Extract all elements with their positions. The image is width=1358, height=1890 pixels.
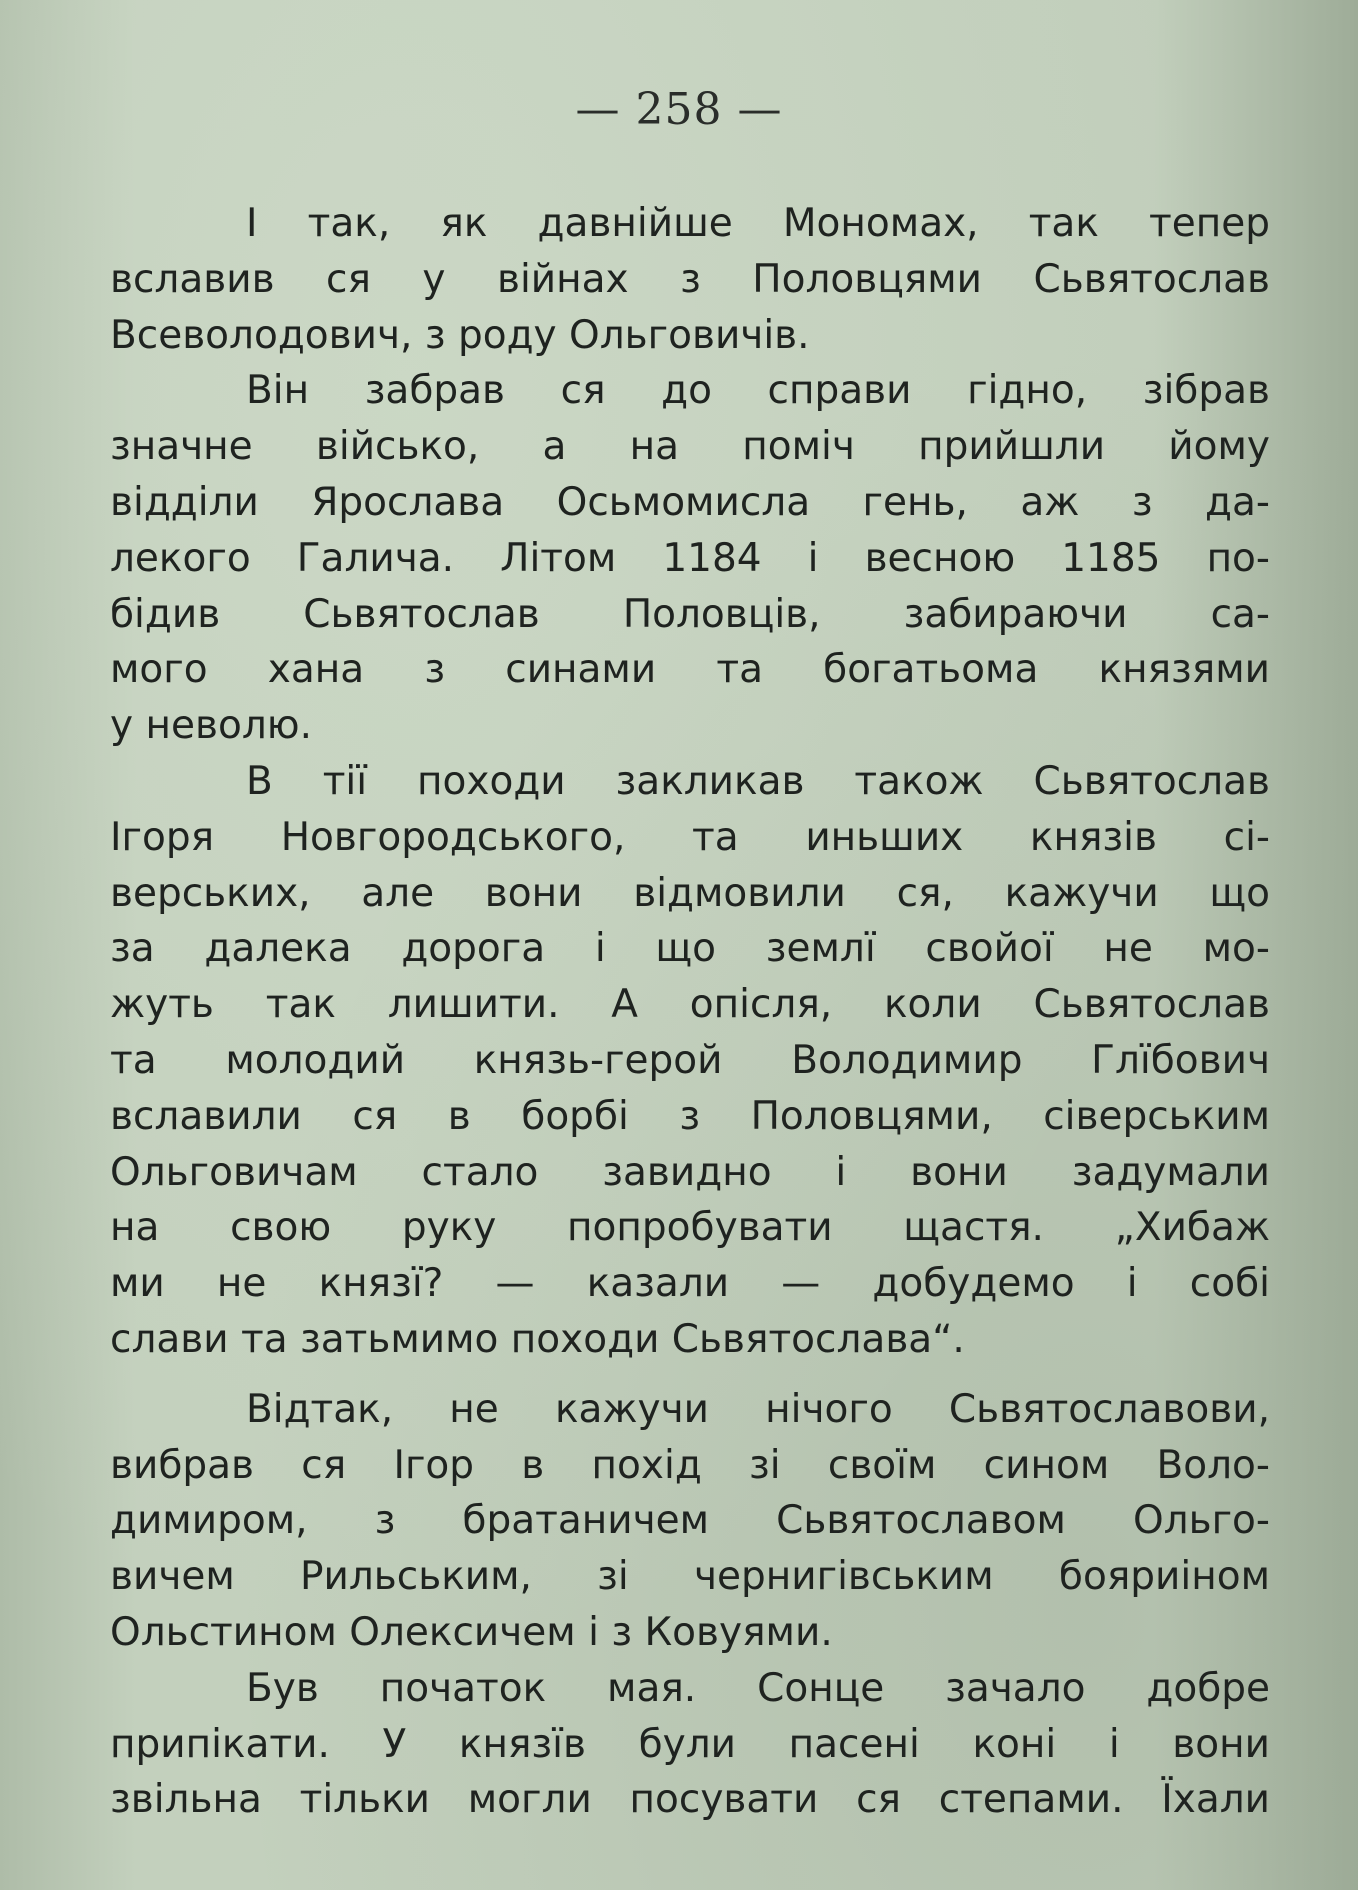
text-line: за далека дорога і що землї свойої не мо- — [110, 926, 1270, 972]
text-line: жуть так лишити. А опісля, коли Сьвятослав — [110, 982, 1270, 1028]
paragraph-1 — [110, 196, 1270, 363]
text-line: І так, як давнійше Мономах, так тепер — [246, 201, 1270, 246]
text-line: та молодий князь-герой Володимир Глїбович — [110, 1037, 1270, 1083]
text-line: мого хана з синами та богатьома князями — [110, 647, 1270, 693]
text-line: слави та затьмимо походи Сьвятослава“. — [110, 1316, 965, 1362]
text-line: вичем Рильським, зі чернигівським бояриіном — [110, 1554, 1270, 1600]
paragraph-spacer — [110, 1368, 1270, 1382]
text-line: у неволю. — [110, 703, 312, 749]
text-line: припікати. У князїв були пасені коні і вони — [110, 1721, 1270, 1767]
text-line: на свою руку попробувати щастя. „Хибаж — [110, 1205, 1270, 1251]
paragraph-3 — [110, 754, 1270, 1368]
text-line: Ігоря Новгородського, та иньших князів сі- — [110, 814, 1270, 860]
text-line: ми не князї? — казали — добудемо і собі — [110, 1261, 1270, 1307]
text-line: Відтак, не кажучи нічого Сьвятославови, — [246, 1386, 1270, 1432]
text-line: Всеволодович, з роду Ольговичів. — [110, 312, 810, 358]
paragraph-5 — [110, 1661, 1270, 1828]
page-number: — 258 — — [575, 84, 783, 135]
paragraph-4 — [110, 1382, 1270, 1661]
text-line: бідив Сьвятослав Половців, забираючи са- — [110, 591, 1270, 637]
text-line: звільна тільки могли посувати ся степами. Їхали — [110, 1777, 1270, 1823]
text-line: В тії походи закликав також Сьвятослав — [246, 758, 1270, 804]
text-line: значне військо, а на поміч прийшли йому — [110, 424, 1270, 470]
text-line: Він забрав ся до справи гідно, зібрав — [246, 368, 1270, 414]
text-line: вславив ся у війнах з Половцями Сьвятослав — [110, 256, 1270, 302]
paragraph-2 — [110, 363, 1270, 754]
text-line: Ольговичам стало завидно і вони задумали — [110, 1149, 1270, 1195]
text-line: Ольстином Олексичем і з Ковуями. — [110, 1609, 833, 1655]
body-text — [110, 196, 1270, 1828]
text-line: верських, але вони відмовили ся, кажучи що — [110, 870, 1270, 916]
text-line: димиром, з братаничем Сьвятославом Ольго- — [110, 1498, 1270, 1544]
text-line: вславили ся в борбі з Половцями, сіверським — [110, 1093, 1270, 1139]
text-line: лекого Галича. Літом 1184 і весною 1185 по- — [110, 535, 1270, 581]
text-line: Був початок мая. Сонце зачало добре — [246, 1665, 1270, 1711]
text-line: вибрав ся Ігор в похід зі своїм сином Воло- — [110, 1442, 1270, 1488]
text-line: відділи Ярослава Осьмомисла гень, аж з да- — [110, 479, 1270, 525]
